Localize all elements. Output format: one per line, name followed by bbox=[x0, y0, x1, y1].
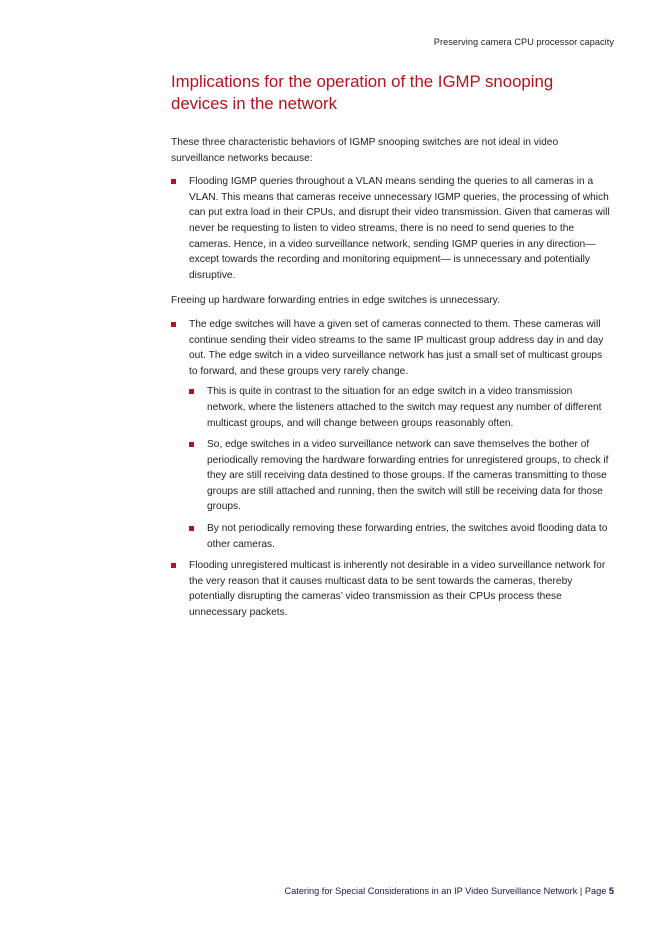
list-item-text: Flooding IGMP queries throughout a VLAN means sending the queries to all cameras in a VLAN. This means that cameras receive unnecessary IGMP queries, the processing of which can put extra load in their CPUs, and disrupt their video transmission. Given that cameras will never be requesting to listen to video streams, there is no need to send queries to the cameras. Hence, in a video surveillance network, sending IGMP queries in any direction—except towards the recording and monitoring equipment— is unnecessary and potentially disruptive. bbox=[189, 176, 610, 281]
square-bullet-icon bbox=[171, 179, 176, 184]
sub-list-item-text: This is quite in contrast to the situation for an edge switch in a video transmission network, where the listeners attached to the switch may request any number of different multicast groups, and will change between groups reasonably often. bbox=[207, 386, 602, 429]
list-item-text: Flooding unregistered multicast is inherently not desirable in a video surveillance network for the very reason that it causes multicast data to be sent towards the cameras, thereby potentially disrupting the cameras’ video transmission as their CPUs process these unnecessary packets. bbox=[189, 560, 606, 619]
square-bullet-icon bbox=[189, 526, 194, 531]
list-item-text: The edge switches will have a given set of cameras connected to them. These cameras will continue sending their video streams to the same IP multicast group address day in and day out. The edge switch in a video surveillance network has just a small set of multicast groups to forward, and these groups very rarely change. bbox=[189, 318, 604, 377]
sub-list-item-text: So, edge switches in a video surveillance network can save themselves the bother of periodically removing the hardware forwarding entries for unregistered groups, to check if they are still receiving data destined to those groups. If the cameras transmitting to those groups are still attached and running, then the switch will still be receiving data for those groups. bbox=[207, 439, 609, 513]
footer-doc-title: Catering for Special Considerations in an IP Video Surveillance Network bbox=[284, 886, 578, 896]
square-bullet-icon bbox=[171, 322, 176, 327]
running-footer bbox=[285, 886, 614, 896]
list-item bbox=[171, 174, 613, 283]
forwarding-paragraph: Freeing up hardware forwarding entries in edge switches is unnecessary. bbox=[171, 295, 500, 307]
square-bullet-icon bbox=[171, 563, 176, 568]
footer-page-number: 5 bbox=[608, 886, 614, 896]
page-content bbox=[171, 71, 613, 631]
sub-list-item bbox=[189, 521, 613, 552]
running-header: Preserving camera CPU processor capacity bbox=[433, 37, 614, 47]
sub-list-item bbox=[189, 437, 613, 515]
sub-list-item bbox=[189, 384, 613, 431]
sub-bullet-list bbox=[189, 384, 613, 552]
bullet-list-forwarding bbox=[171, 317, 613, 621]
square-bullet-icon bbox=[189, 389, 194, 394]
bullet-list-queries bbox=[171, 174, 613, 283]
intro-paragraph: These three characteristic behaviors of IGMP snooping switches are not ideal in video surveillance networks because: bbox=[171, 137, 559, 164]
footer-separator: | bbox=[579, 886, 583, 896]
list-item bbox=[171, 317, 613, 552]
footer-page-label: Page bbox=[584, 886, 607, 896]
square-bullet-icon bbox=[189, 442, 194, 447]
list-item bbox=[171, 558, 613, 620]
sub-list-item-text: By not periodically removing these forwarding entries, the switches avoid flooding data to other cameras. bbox=[207, 523, 608, 550]
section-title: Implications for the operation of the IGMP snooping devices in the network bbox=[171, 72, 554, 113]
